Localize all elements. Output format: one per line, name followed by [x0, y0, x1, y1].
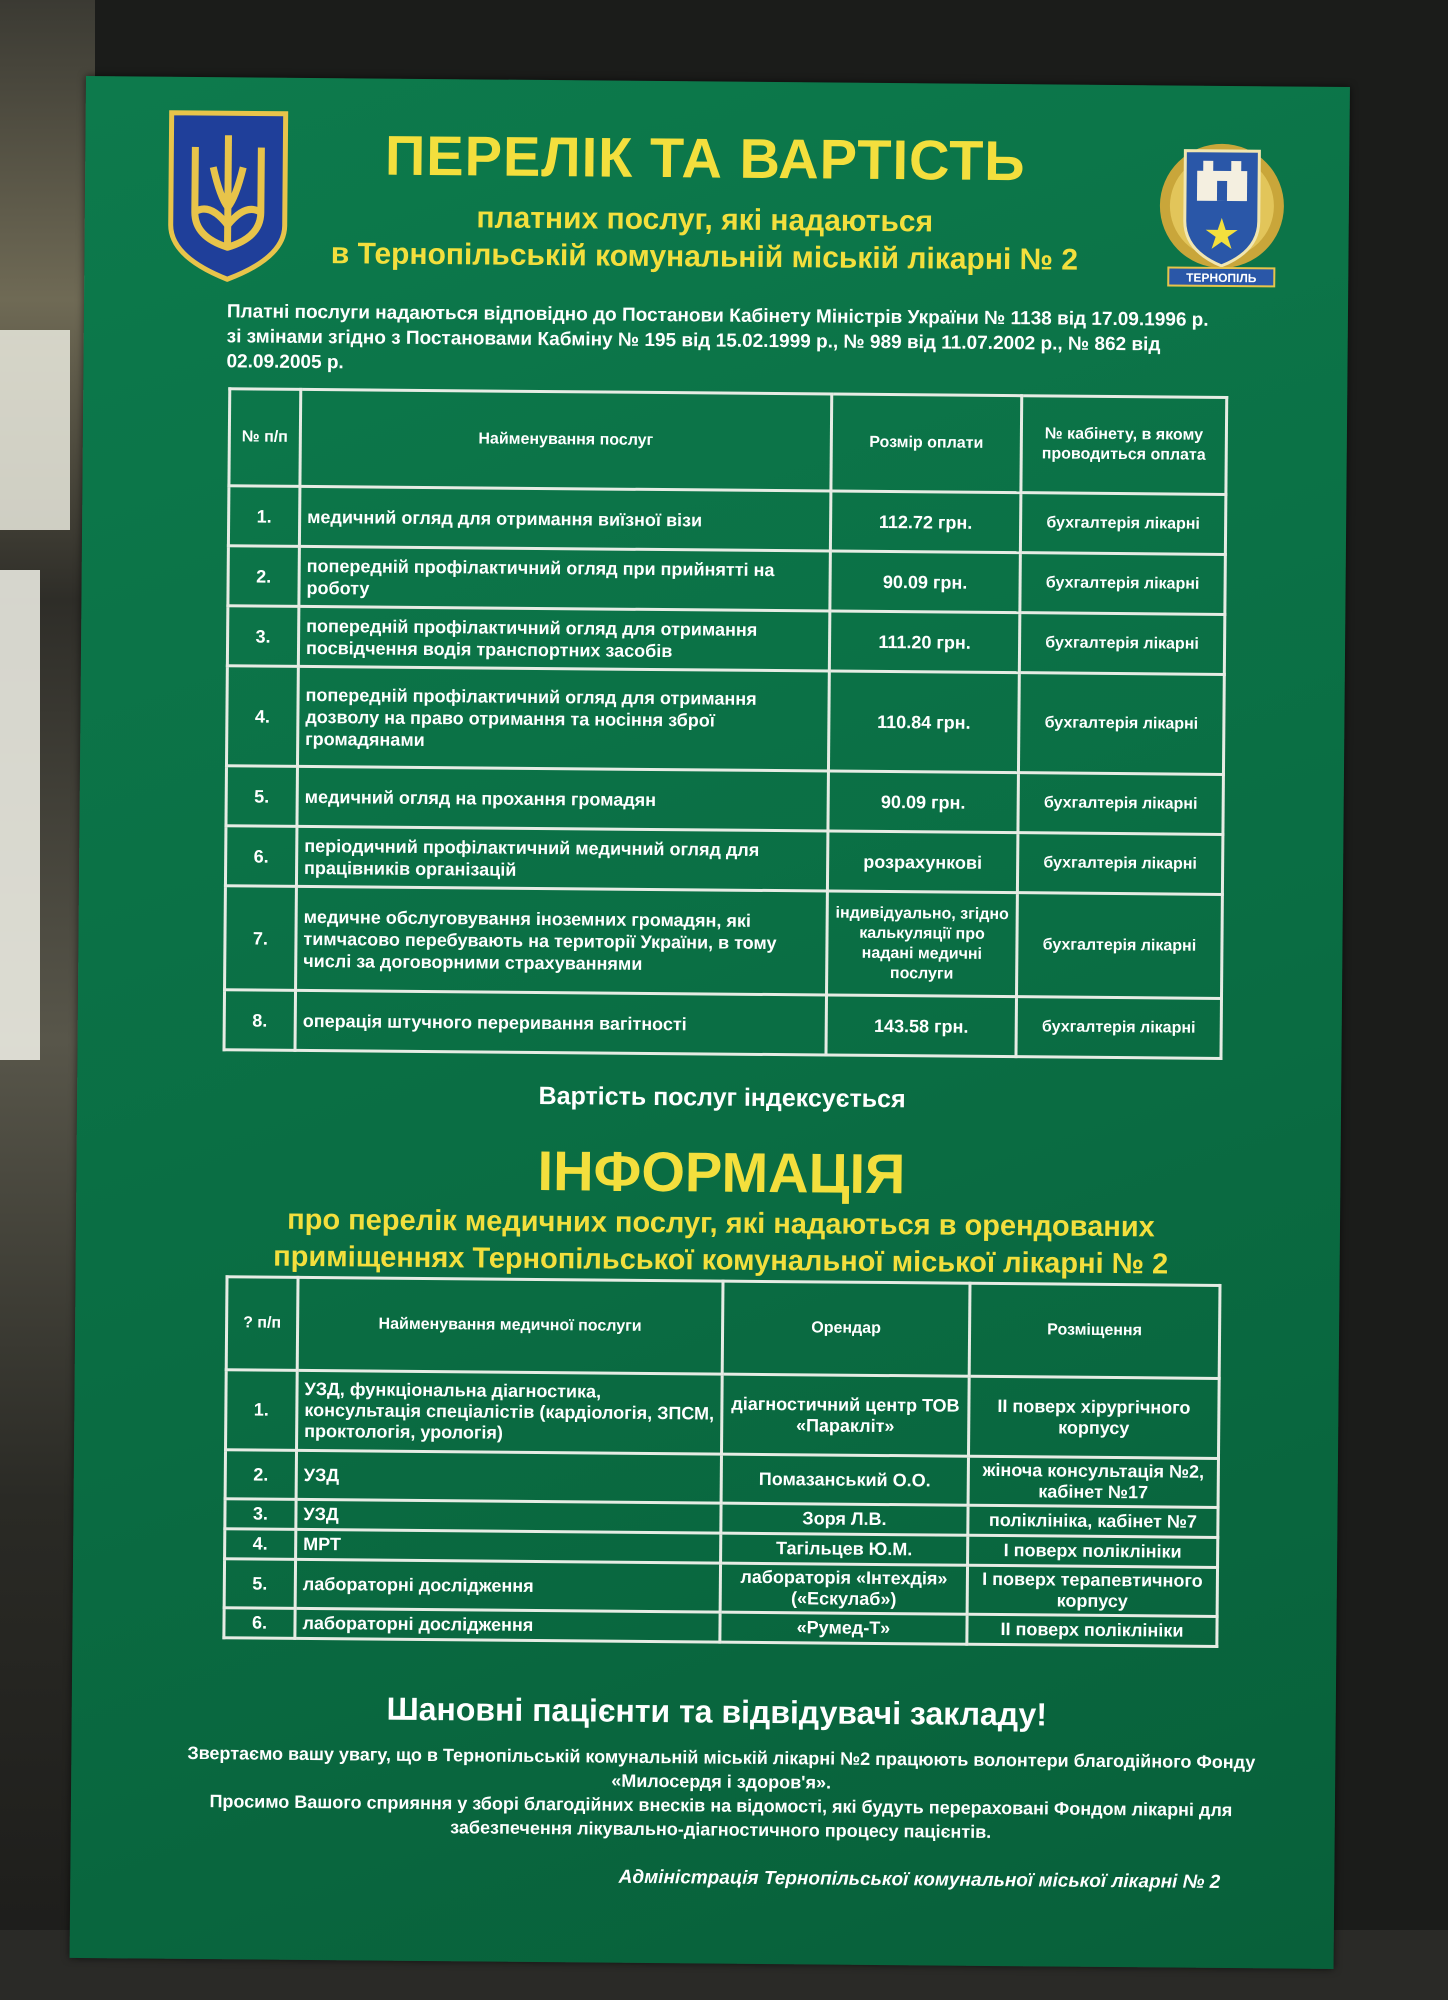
premises-location: жіноча консультація №2, кабінет №17	[968, 1456, 1218, 1507]
row-number: 2.	[228, 546, 300, 607]
service-name: операція штучного переривання вагітності	[295, 990, 827, 1055]
payment-cabinet: бухгалтерія лікарні	[1020, 493, 1226, 555]
tenant-name: «Румед-Т»	[720, 1612, 967, 1644]
premises-location: I поверх терапевтичного корпусу	[967, 1565, 1217, 1616]
service-price: 110.84 грн.	[828, 671, 1019, 773]
service-name: медичне обслуговування іноземних громадян, які тимчасово перебувають на території України, в тому числі за договорними страхуваннями	[296, 886, 828, 995]
service-name: попередній профілактичний огляд для отримання посвідчення водія транспортних засобів	[298, 606, 830, 671]
service-price: 111.20 грн.	[829, 611, 1020, 673]
row-number: 1.	[228, 486, 300, 547]
info-subtitle-line: про перелік медичних послуг, які надаються в орендованих	[287, 1203, 1155, 1244]
information-poster	[70, 76, 1350, 1969]
table-row	[225, 826, 1222, 895]
row-number: 4.	[225, 1529, 296, 1560]
table-row	[226, 766, 1223, 835]
column-header-number: ? п/п	[226, 1277, 298, 1371]
service-price: розрахункові	[827, 831, 1018, 893]
poster-subtitle-line: в Тернопільській комунальній міській лікарні № 2	[330, 237, 1079, 277]
service-price: 112.72 грн.	[830, 491, 1021, 553]
poster-subtitle	[264, 198, 1145, 280]
table-row	[228, 486, 1225, 555]
notice-text	[181, 1741, 1262, 1846]
rented-premises-table	[222, 1275, 1221, 1648]
column-header-cabinet: № кабінету, в якому проводиться оплата	[1021, 396, 1227, 495]
service-name: медичний огляд для отримання виїзної візи	[299, 486, 831, 551]
row-number: 2.	[225, 1450, 296, 1500]
row-number: 8.	[224, 990, 296, 1051]
medical-service-name: УЗД, функціональна діагностика, консультація спеціалістів (кардіологія, ЗПСМ, проктологія, урологія)	[297, 1370, 723, 1454]
info-subtitle-line: приміщеннях Тернопільської комунальної міської лікарні № 2	[273, 1240, 1169, 1281]
premises-location: поліклініка, кабінет №7	[968, 1505, 1218, 1537]
notice-paragraph: Звертаємо вашу увагу, що в Тернопільській комунальній міській лікарні №2 працюють волонтери благодійного Фонду «Милосердя і здоров'я».	[187, 1742, 1256, 1793]
column-header-service: Найменування послуг	[300, 389, 832, 491]
table-header-row	[226, 1277, 1220, 1379]
legal-basis-text: Платні послуги надаються відповідно до Постанови Кабінету Міністрів України № 1138 від 17.09.1996 р. зі змінами згідно з Постановами Кабміну № 195 від 15.02.1999 р., № 989 від 11.07.2002 р., № 862 від 02.09.2005 р.	[226, 301, 1209, 374]
medical-service-name: лабораторні дослідження	[295, 1559, 720, 1612]
ternopil-city-emblem-icon	[1154, 125, 1289, 296]
medical-service-name: УЗД	[296, 1450, 721, 1503]
payment-cabinet: бухгалтерія лікарні	[1020, 553, 1226, 615]
table-row	[226, 1370, 1220, 1459]
table-row	[225, 886, 1223, 999]
notice-title: Шановні пацієнти та відвідувачі закладу!	[386, 1690, 1048, 1733]
background-window-light	[0, 330, 70, 530]
service-price: індивідуально, згідно калькуляції про надані медичні послуги	[827, 891, 1018, 997]
column-header-service: Найменування медичної послуги	[297, 1277, 723, 1374]
info-subtitle	[176, 1201, 1267, 1285]
tenant-name: Тагільцев Ю.М.	[721, 1533, 968, 1565]
row-number: 4.	[226, 666, 298, 767]
tenant-name: Зоря Л.В.	[721, 1503, 968, 1535]
table-header-row	[229, 389, 1227, 495]
tenant-name: діагностичний центр ТОВ «Паракліт»	[721, 1374, 969, 1456]
tenant-name: Помазанський О.О.	[721, 1454, 968, 1505]
poster-subtitle-line: платних послуг, які надаються	[476, 201, 934, 239]
emblem-caption: ТЕРНОПІЛЬ	[1186, 270, 1257, 286]
row-number: 5.	[226, 766, 298, 827]
payment-cabinet: бухгалтерія лікарні	[1018, 773, 1224, 835]
premises-location: II поверх поліклініки	[967, 1614, 1217, 1646]
row-number: 3.	[225, 1499, 296, 1530]
column-header-tenant: Орендар	[722, 1281, 970, 1376]
payment-cabinet: бухгалтерія лікарні	[1017, 833, 1223, 895]
service-name: медичний огляд на прохання громадян	[297, 766, 829, 831]
medical-service-name: лабораторні дослідження	[295, 1608, 720, 1642]
table-row	[224, 1559, 1217, 1617]
administration-signature: Адміністрація Тернопільської комунальної міської лікарні № 2	[618, 1866, 1221, 1893]
row-number: 7.	[225, 886, 297, 991]
payment-cabinet: бухгалтерія лікарні	[1019, 613, 1225, 675]
medical-service-name: МРТ	[296, 1529, 721, 1563]
row-number: 3.	[227, 606, 299, 667]
medical-service-name: УЗД	[296, 1499, 721, 1533]
column-header-price: Розмір оплати	[831, 394, 1022, 493]
service-price: 90.09 грн.	[828, 771, 1019, 833]
service-name: періодичний профілактичний медичний огляд для працівників організацій	[296, 826, 828, 891]
paid-services-table	[222, 387, 1228, 1060]
column-header-location: Розміщення	[969, 1283, 1220, 1378]
tenant-name: лабораторія «Інтехдія» («Ескулаб»)	[720, 1563, 967, 1614]
service-price: 143.58 грн.	[826, 995, 1017, 1057]
column-header-number: № п/п	[229, 389, 301, 487]
payment-cabinet: бухгалтерія лікарні	[1016, 997, 1222, 1059]
row-number: 6.	[225, 826, 297, 887]
row-number: 1.	[226, 1370, 298, 1451]
background-window-light	[0, 570, 40, 1060]
poster-title: ПЕРЕЛІК ТА ВАРТІСТЬ	[384, 123, 1026, 193]
service-name: попередній профілактичний огляд при прийнятті на роботу	[299, 546, 831, 611]
premises-location: I поверх поліклініки	[968, 1535, 1218, 1567]
payment-cabinet: бухгалтерія лікарні	[1018, 673, 1224, 775]
info-title: ІНФОРМАЦІЯ	[537, 1138, 906, 1206]
table-row	[225, 1450, 1218, 1508]
payment-cabinet: бухгалтерія лікарні	[1017, 893, 1223, 999]
price-indexing-note: Вартість послуг індексується	[538, 1081, 906, 1114]
row-number: 5.	[224, 1559, 295, 1609]
table-row	[228, 546, 1225, 615]
table-row	[224, 990, 1221, 1059]
table-row	[226, 666, 1224, 775]
row-number: 6.	[224, 1608, 295, 1639]
service-price: 90.09 грн.	[830, 551, 1021, 613]
notice-paragraph: Просимо Вашого сприяння у зборі благодійних внесків на відомості, які будуть перераховані Фондом лікарні для забезпечення лікувально-діагностичного процесу пацієнтів.	[209, 1791, 1233, 1842]
service-name: попередній профілактичний огляд для отримання дозволу на право отримання та носіння зброї громадянами	[297, 666, 829, 771]
premises-location: II поверх хірургічного корпусу	[968, 1376, 1219, 1458]
table-row	[227, 606, 1224, 675]
